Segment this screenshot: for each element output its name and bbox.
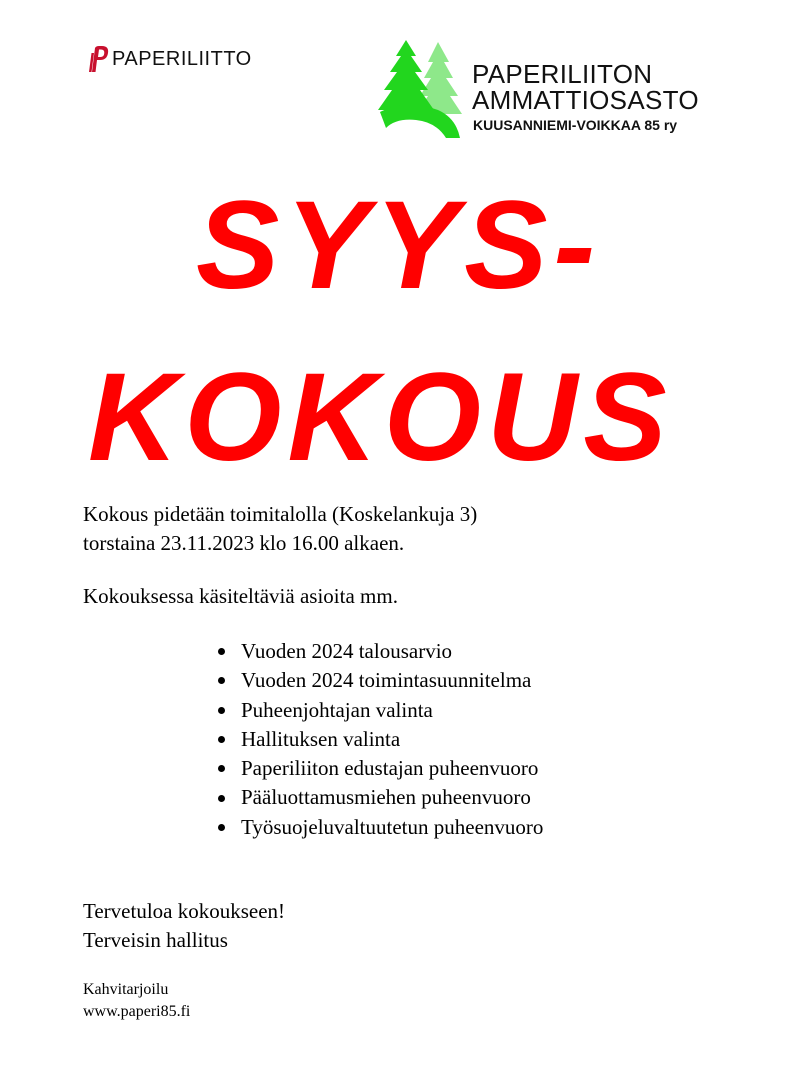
org-name-line1: PAPERILIITON bbox=[472, 59, 653, 89]
list-item: Pääluottamusmiehen puheenvuoro bbox=[216, 783, 543, 812]
welcome-text: Tervetuloa kokoukseen! bbox=[83, 899, 286, 923]
list-item: Puheenjohtajan valinta bbox=[216, 696, 543, 725]
meeting-details bbox=[83, 500, 477, 558]
paperiliitto-p-mark-icon bbox=[88, 45, 110, 73]
list-item: Työsuojeluvaltuutetun puheenvuoro bbox=[216, 813, 543, 842]
bullet-icon bbox=[218, 765, 225, 772]
bullet-icon bbox=[218, 677, 225, 684]
topics-intro-text: Kokouksessa käsiteltäviä asioita mm. bbox=[83, 584, 398, 608]
paperiliitto-logo bbox=[88, 44, 252, 74]
org-name-line2: AMMATTIOSASTO bbox=[472, 85, 699, 115]
coffee-note: Kahvitarjoilu bbox=[83, 981, 169, 998]
org-name-line3: KUUSANNIEMI-VOIKKAA 85 ry bbox=[473, 117, 678, 133]
list-item: Vuoden 2024 talousarvio bbox=[216, 637, 543, 666]
footer bbox=[83, 979, 190, 1023]
list-item: Vuoden 2024 toimintasuunnitelma bbox=[216, 666, 543, 695]
signature-text: Terveisin hallitus bbox=[83, 928, 228, 952]
bullet-icon bbox=[218, 824, 225, 831]
spruce-trees-icon bbox=[376, 40, 468, 140]
list-item: Hallituksen valinta bbox=[216, 725, 543, 754]
title-line2: KOKOUS bbox=[88, 348, 673, 487]
bullet-icon bbox=[218, 736, 225, 743]
ammattiosasto-logo bbox=[376, 40, 706, 140]
meeting-time-text: torstaina 23.11.2023 klo 16.00 alkaen. bbox=[83, 531, 405, 555]
bullet-icon bbox=[218, 648, 225, 655]
bullet-icon bbox=[218, 707, 225, 714]
list-item: Paperiliiton edustajan puheenvuoro bbox=[216, 754, 543, 783]
website-link[interactable]: www.paperi85.fi bbox=[83, 1003, 191, 1020]
title-line1: SYYS- bbox=[196, 176, 602, 315]
meeting-location-text: Kokous pidetään toimitalolla (Koskelankuja 3) bbox=[83, 502, 478, 526]
paperiliitto-logo-text: PAPERILIITTO bbox=[112, 48, 252, 70]
topics-list bbox=[216, 637, 543, 842]
closing-greeting bbox=[83, 897, 285, 955]
bullet-icon bbox=[218, 795, 225, 802]
